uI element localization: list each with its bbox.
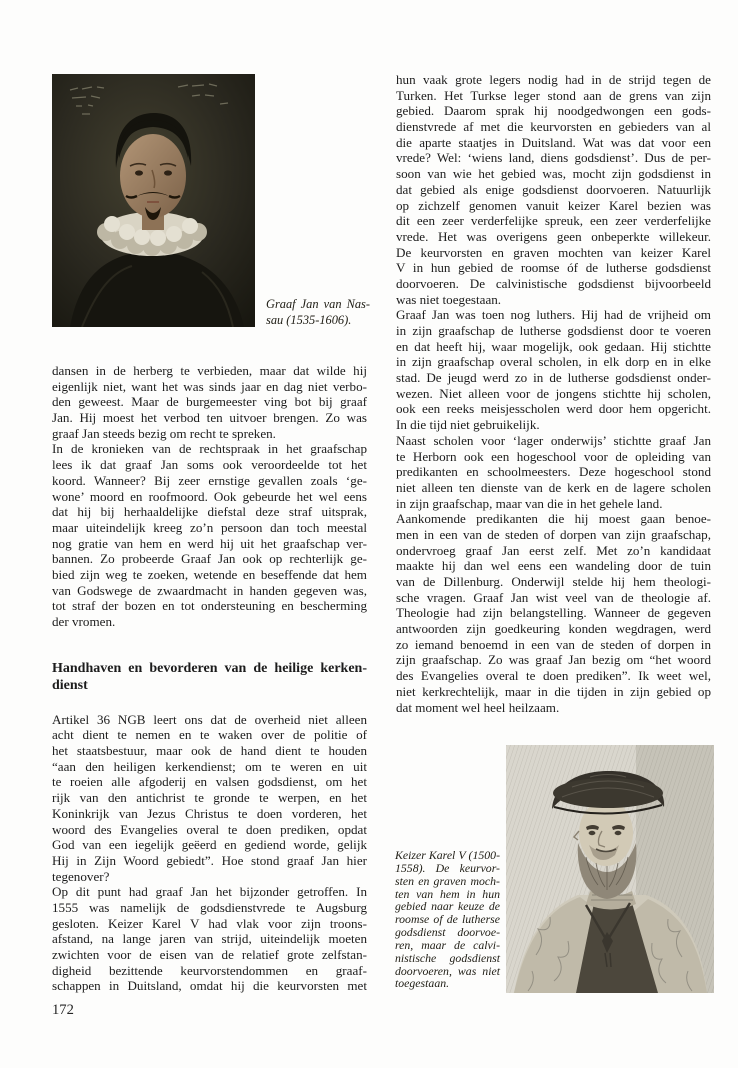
text-line: wone’ moord en roofmoord. Ook gebeurde het wel eens xyxy=(52,488,367,504)
text-line: Turken. Het Turkse leger stond aan de grens van zijn xyxy=(396,87,711,103)
text-line: Koninkrijk van Jezus Christus te doen vorderen, het xyxy=(52,805,367,821)
text-line: “aan den heiligen kerkendienst; om te weren en uit xyxy=(52,758,367,774)
text-line: in zijn graafschap de lutherse godsdienst door te voeren xyxy=(396,323,711,338)
text-line: eigenlijk niet, want het was sinds jaar en dag niet verbo- xyxy=(52,378,367,394)
page-number: 172 xyxy=(52,1002,74,1018)
text-line: tot straf der bozen en tot ondersteuning en bescherming xyxy=(52,598,367,614)
text-line: stad. De jeugd werd zo in de lutherse godsdienst onder- xyxy=(396,370,711,386)
text-line: dat hij bij herhaaldelijke diefstal deze straf uitsprak, xyxy=(52,504,367,520)
text-line: het staatsbestuur, maar ook de hand dient te houden xyxy=(52,743,367,759)
text-line: te Herborn ook een hogeschool voor de opleiding van xyxy=(396,448,711,464)
text-line: Theologie had zijn belangstelling. Wanneer de gegeven xyxy=(396,605,711,621)
text-line: Naast scholen voor ‘lager onderwijs’ stichtte graaf Jan xyxy=(396,432,711,448)
text-line: niet kerkrechtelijk, maar in die tijden in zijn gebied op xyxy=(396,683,711,699)
text-line: vrede. Het was overigens geen onbeperkte willekeur. xyxy=(396,228,711,244)
text-line: tegenover? xyxy=(52,868,110,884)
text-line: des Evangelies overal te doen prediken”. Ik weet wel, xyxy=(396,668,711,684)
text-line: Handhaven en bevorderen van de heilige kerken- xyxy=(52,660,367,676)
text-line: acht dient te nemen en te waken over de politie of xyxy=(52,727,367,743)
portrait-jan-image xyxy=(52,74,255,327)
text-line: 1555 was namelijk de godsdienstvrede te Augsburg xyxy=(52,899,367,915)
text-line: rijk van den antichrist te gronde te werpen, en het xyxy=(52,790,367,806)
text-line: dienst xyxy=(52,677,88,693)
text-line: nog gratie van hem en werd hij uit het graafschap ver- xyxy=(52,535,367,551)
text-line: hun vaak grote legers nodig had in de strijd tegen de xyxy=(396,72,711,87)
text-line: bied zijn weg te zoeken, wetende en beseffende dat hem xyxy=(52,566,367,582)
caption-line: nistische godsdienst xyxy=(395,950,500,965)
text-line: op zichzelf genomen vanuit keizer Karel bezien was xyxy=(396,197,711,213)
text-line: en dat heeft hij, waar mogelijk, ook gedaan. Hij stichtte xyxy=(396,338,711,354)
text-line: men in een van de steden of dorpen van zijn graafschap, xyxy=(396,526,711,542)
caption-line: sau (1535-1606). xyxy=(266,313,352,328)
caption-line: gebied naar keuze de xyxy=(395,899,500,914)
caption-line: roomse of de lutherse xyxy=(395,912,500,927)
portrait-karel-caption xyxy=(395,849,500,990)
portrait-jan-caption xyxy=(266,296,370,329)
body-paragraph xyxy=(52,712,367,885)
text-line: schappen in Duitsland, omdat hij die keurvorsten met xyxy=(52,978,367,994)
section-heading xyxy=(52,660,367,694)
text-line: soon van wie het gebied was, mocht zijn godsdienst in xyxy=(396,166,711,182)
text-line: ondervroeg graaf Jan eerst zelf. Met zo’n kandidaat xyxy=(396,542,711,558)
right-text-column xyxy=(396,72,711,715)
text-line: digheid bezittende keurvorstendommen en graaf- xyxy=(52,962,367,978)
caption-line: Graaf Jan van Nas- xyxy=(266,297,370,311)
body-paragraph xyxy=(396,307,711,433)
caption-line: toegestaan. xyxy=(395,976,450,991)
text-line: Aankomende predikanten die hij moest gaan benoe- xyxy=(396,511,711,527)
portrait-karel-svg xyxy=(506,745,714,993)
text-line: gesloten. Keizer Karel V had vlak voor zijn troons- xyxy=(52,915,367,931)
text-line: doorvoeren. De calvinistische godsdienst bijvoorbeeld xyxy=(396,275,711,291)
text-line: in zijn graafschap overal scholen, in elk dorp en in elke xyxy=(396,354,711,370)
text-line: graaf Jan steeds bezig om recht te spreken. xyxy=(52,425,276,441)
text-line: dienstvrede af met die keurvorsten en gebieders van al xyxy=(396,119,711,135)
text-line: Graaf Jan was toen nog luthers. Hij had de vrijheid om xyxy=(396,307,711,323)
text-line: dat gebied als enige godsdienst doorvoeren. Natuurlijk xyxy=(396,181,711,197)
text-line: zo iemand benoemd in een van de steden of dorpen in xyxy=(396,636,711,652)
text-line: bannen. Zo probeerde Graaf Jan ook op rechterlijk ge- xyxy=(52,551,367,567)
text-line: wezen. Niet alleen voor de jongens stichtte hij scholen, xyxy=(396,385,711,401)
text-line: dat moment wel heel heilzaam. xyxy=(396,699,560,715)
paragraph-spacer xyxy=(52,694,367,712)
body-paragraph xyxy=(396,72,711,307)
text-line: van de Dillenburg. Onderwijl stelde hij hem theologi- xyxy=(396,574,711,589)
caption-line: sten en graven moch- xyxy=(395,873,500,888)
text-line: sche vragen. Graaf Jan wist veel van de theologie af. xyxy=(396,589,711,605)
text-line: maakte hij dan wel eens een wandeling door de tuin xyxy=(396,558,711,574)
text-line: Jan. Hij moest het verbod ten uitvoer brengen. Zo was xyxy=(52,410,367,426)
text-line: te roeien alle afgoderij en valsen godsdienst, om het xyxy=(52,774,367,790)
body-paragraph xyxy=(396,433,711,511)
caption-line: ren, maar de calvi- xyxy=(395,937,500,952)
text-line: Artikel 36 NGB leert ons dat de overheid niet alleen xyxy=(52,711,367,727)
text-line: In die tijd niet gebruikelijk. xyxy=(396,417,540,433)
text-line: De keurvorsten en graven mochten van keizer Karel xyxy=(396,244,711,260)
text-line: zijn graafschap. Zo was graaf Jan bezig om “het woord xyxy=(396,652,711,668)
text-line: was niet toegestaan. xyxy=(396,291,502,307)
text-line: gebied. Daarom sprak hij noodgedwongen een gods- xyxy=(396,103,711,119)
caption-line: 1558). De keurvor- xyxy=(395,860,500,875)
text-line: ook een reeks meisjesscholen werd door hem opgericht. xyxy=(396,401,711,417)
left-text-column xyxy=(52,363,367,994)
body-paragraph xyxy=(396,511,711,715)
text-line: zwichten voor de eisen van de relatief grote zelfstan- xyxy=(52,947,367,962)
body-paragraph xyxy=(52,363,367,441)
text-line: der vromen. xyxy=(52,614,116,629)
text-line: Op dit punt had graaf Jan het bijzonder getroffen. In xyxy=(52,884,367,900)
text-line: afstand, na lange jaren van strijd, uiteindelijk moeten xyxy=(52,931,367,947)
text-line: dit een zeer verderfelijke spreuk, een zeer verderfelijke xyxy=(396,213,711,229)
text-line: antwoorden zijn goedkeuring konden wegdragen, werd xyxy=(396,621,711,637)
text-line: woord des Evangelies overal te doen prediken, opdat xyxy=(52,821,367,837)
caption-line: ten van hem in hun xyxy=(395,886,500,901)
text-line: lees ik dat graaf Jan soms ook veroordeelde tot het xyxy=(52,457,367,473)
text-line: van Godswege de zwaardmacht in handen gegeven was, xyxy=(52,582,367,598)
caption-line: godsdienst doorvoe- xyxy=(395,925,500,940)
text-line: vrede? Wel: ‘wiens land, diens godsdienst’. Dus de per- xyxy=(396,150,711,166)
caption-line: Keizer Karel V (1500- xyxy=(395,848,500,862)
text-line: in zijn graafschap, maar van die in het gehele land. xyxy=(396,495,663,511)
text-line: Hij in Zijn Woord gebiedt”. Hoe stond graaf Jan hier xyxy=(52,852,367,868)
text-line: koord. Wanneer? Bij zeer ernstige gevallen zoals ‘ge- xyxy=(52,472,367,488)
text-line: den geweest. Maar de burgemeester ving bot bij graaf xyxy=(52,394,367,410)
text-line: dansen in de herberg te verbieden, maar dat wilde hij xyxy=(52,363,367,378)
portrait-karel-image xyxy=(506,745,714,993)
text-line: V in hun gebied de roomse óf de lutherse godsdienst xyxy=(396,260,711,276)
text-line: maar uiteindelijk kreeg zo’n persoon dan toch meestal xyxy=(52,519,367,535)
caption-line: doorvoeren, was niet xyxy=(395,963,500,978)
text-line: die aparte staatjes in Duitsland. Wat was dat voor een xyxy=(396,134,711,150)
body-paragraph xyxy=(52,441,367,629)
text-line: In de kronieken van de rechtspraak in het graafschap xyxy=(52,441,367,457)
text-line: niet alleen ten dienste van de kerk en de lagere scholen xyxy=(396,479,711,495)
text-line: predikanten en schoolmeesters. Deze hogeschool stond xyxy=(396,464,711,480)
text-line: God van een iegelijk geëerd en gediend worde, gelijk xyxy=(52,837,367,853)
portrait-jan-svg xyxy=(52,74,255,327)
paragraph-spacer xyxy=(52,630,367,660)
body-paragraph xyxy=(52,884,367,994)
